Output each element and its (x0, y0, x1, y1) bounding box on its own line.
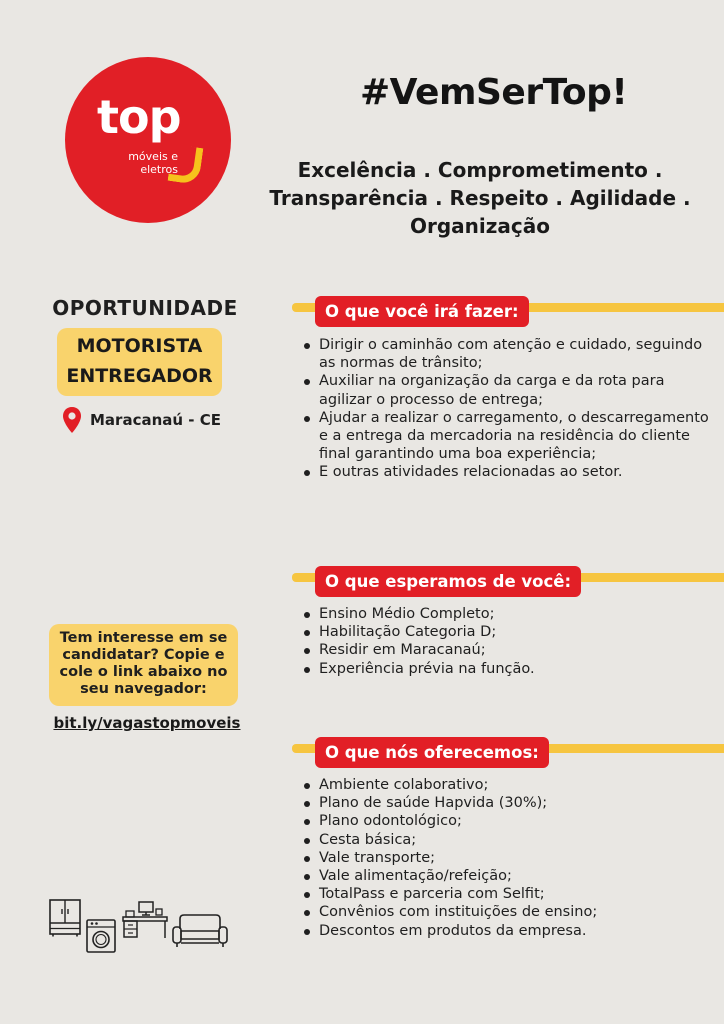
logo-subtitle (98, 150, 178, 176)
sofa-icon (172, 913, 228, 949)
list-item: Vale transporte; (300, 849, 710, 867)
benefits-list (300, 776, 710, 940)
apply-callout-text (49, 630, 238, 698)
section-title-tasks: O que você irá fazer: (315, 296, 529, 327)
section-title-requirements: O que esperamos de você: (315, 566, 581, 597)
list-item: Habilitação Categoria D; (300, 623, 710, 641)
washing-machine-icon (86, 919, 116, 953)
section-title-benefits: O que nós oferecemos: (315, 737, 549, 768)
apply-callout-line: candidatar? Copie e (62, 647, 225, 663)
values-line: Excelência . Comprometimento . (297, 158, 663, 182)
opportunity-heading: OPORTUNIDADE (52, 296, 238, 320)
list-item: Ambiente colaborativo; (300, 776, 710, 794)
list-item: Ajudar a realizar o carregamento, o descarregamento e a entrega da mercadoria na residência do cliente final garantindo uma boa experiência; (300, 409, 710, 464)
map-pin-icon (62, 406, 82, 434)
company-values (255, 156, 705, 240)
tasks-list (300, 336, 710, 482)
logo-subtitle-line2: eletros (140, 163, 178, 176)
role-title-line1: MOTORISTA (76, 335, 203, 357)
list-item: Convênios com instituições de ensino; (300, 903, 710, 921)
hashtag-title: #VemSerTop! (360, 72, 628, 113)
list-item: E outras atividades relacionadas ao setor. (300, 463, 710, 481)
list-item: Experiência prévia na função. (300, 660, 710, 678)
location-label: Maracanaú - CE (90, 411, 221, 429)
list-item: Residir em Maracanaú; (300, 641, 710, 659)
list-item: Vale alimentação/refeição; (300, 867, 710, 885)
apply-link[interactable]: bit.ly/vagastopmoveis (53, 714, 241, 732)
apply-callout-line: Tem interesse em se (59, 630, 228, 646)
apply-callout-line: seu navegador: (80, 681, 207, 697)
job-location (62, 406, 221, 434)
list-item: TotalPass e parceria com Selfit; (300, 885, 710, 903)
list-item: Auxiliar na organização da carga e da rota para agilizar o processo de entrega; (300, 372, 710, 408)
list-item: Descontos em produtos da empresa. (300, 922, 710, 940)
values-line: Transparência . Respeito . Agilidade . (269, 186, 691, 210)
logo-wordmark: top (97, 90, 181, 144)
apply-callout (49, 624, 238, 706)
role-badge (57, 328, 222, 396)
wardrobe-icon (49, 899, 81, 937)
furniture-illustration (46, 895, 236, 957)
desk-computer-icon (122, 901, 168, 939)
logo-subtitle-line1: móveis e (128, 150, 178, 163)
list-item: Ensino Médio Completo; (300, 605, 710, 623)
list-item: Plano odontológico; (300, 812, 710, 830)
values-line: Organização (410, 214, 550, 238)
list-item: Plano de saúde Hapvida (30%); (300, 794, 710, 812)
role-title-line2: ENTREGADOR (66, 365, 213, 387)
list-item: Cesta básica; (300, 831, 710, 849)
apply-callout-line: cole o link abaixo no (59, 664, 228, 680)
list-item: Dirigir o caminhão com atenção e cuidado, seguindo as normas de trânsito; (300, 336, 710, 372)
requirements-list (300, 605, 710, 678)
